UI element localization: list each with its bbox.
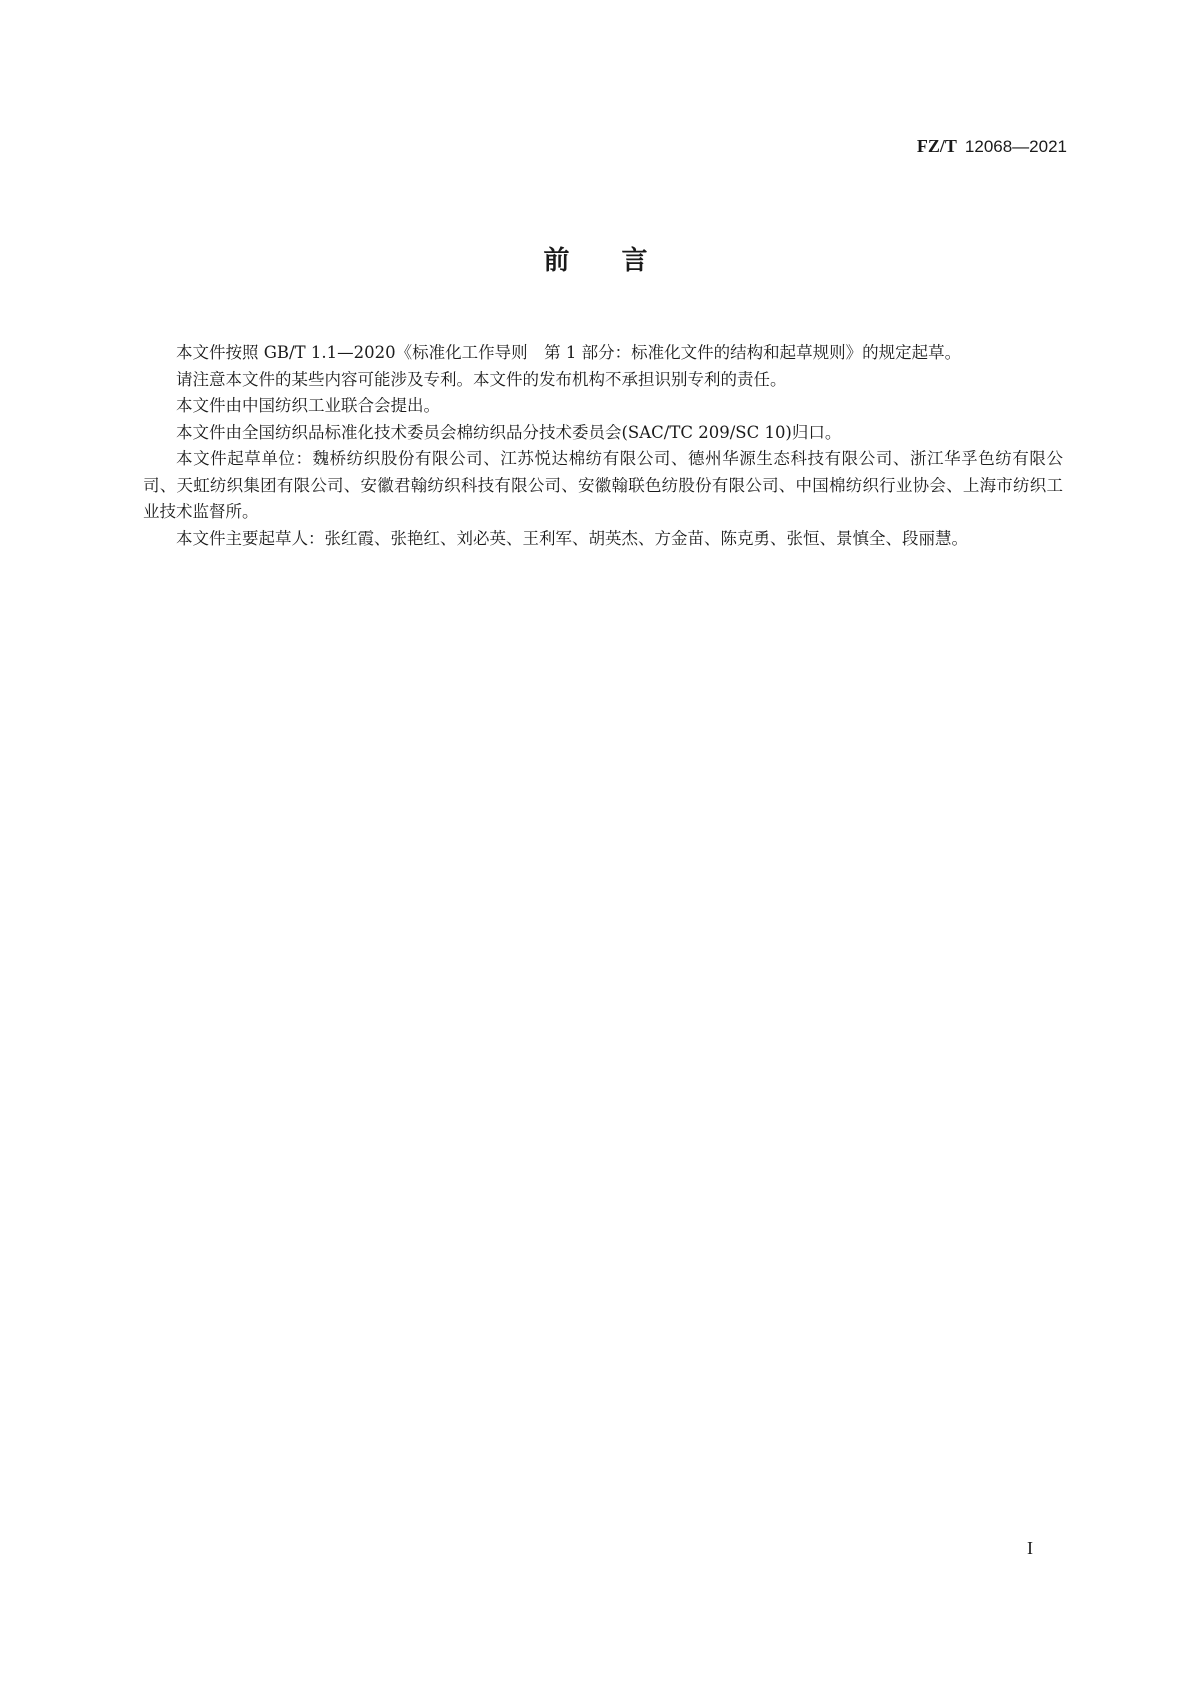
paragraph-patent-notice: 请注意本文件的某些内容可能涉及专利。本文件的发布机构不承担识别专利的责任。: [176, 369, 787, 389]
paragraph-drafting-rules: 本文件按照 GB/T 1.1—2020《标准化工作导则 第 1 部分：标准化文件的结构和起草规则》的规定起草。: [176, 343, 962, 362]
page-number: I: [1027, 1538, 1033, 1558]
foreword-body: [143, 340, 1063, 552]
standard-number: 12068—2021: [964, 137, 1067, 156]
paragraph-technical-committee: 本文件由全国纺织品标准化技术委员会棉纺织品分技术委员会(SAC/TC 209/SC 10)归口。: [176, 422, 842, 442]
standard-code: [917, 136, 1067, 157]
paragraph-drafting-units: 本文件起草单位：魏桥纺织股份有限公司、江苏悦达棉纺有限公司、德州华源生态科技有限公司、浙江华孚色纺有限公司、天虹纺织集团有限公司、安徽君翰纺织科技有限公司、安徽翰联色纺股份有限公司、中国棉纺织行业协会、上海市纺织工业技术监督所。: [143, 449, 1063, 521]
paragraph-drafters: 本文件主要起草人：张红霞、张艳红、刘必英、王利军、胡英杰、方金苗、陈克勇、张恒、景慎全、段丽慧。: [176, 528, 968, 548]
page-title: 前言: [543, 246, 700, 276]
standard-prefix: FZ/T: [916, 136, 957, 156]
paragraph-proposer: 本文件由中国纺织工业联合会提出。: [176, 396, 440, 415]
